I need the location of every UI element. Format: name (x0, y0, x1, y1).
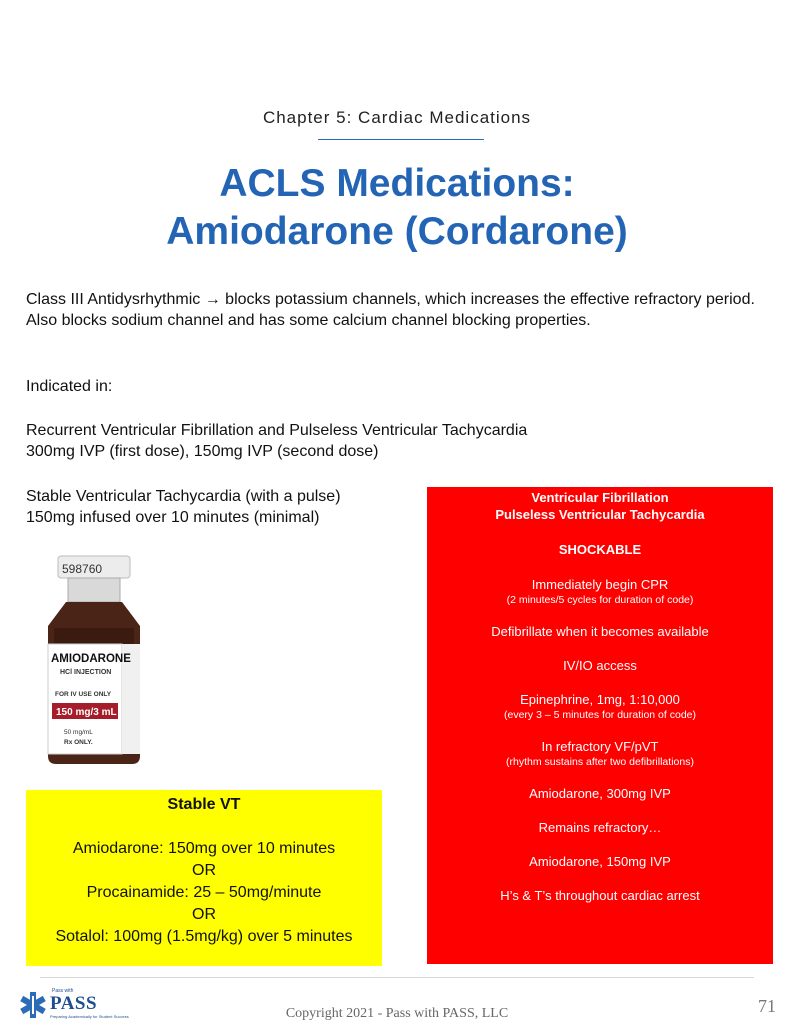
vf-step-7: Remains refractory… (538, 820, 662, 835)
vf-shockable: SHOCKABLE (558, 542, 642, 557)
indication-1-title: Recurrent Ventricular Fibrillation and Pulseless Ventricular Tachycardia (26, 422, 528, 439)
vf-step-3: IV/IO access (563, 658, 637, 673)
amiodarone-vial-image (30, 548, 150, 768)
vf-step-2: Defibrillate when it becomes available (491, 624, 709, 639)
vf-step-1: Immediately begin CPR (531, 577, 669, 592)
page-number: 71 (758, 996, 776, 1016)
vf-step-1-note: (2 minutes/5 cycles for duration of code) (506, 594, 694, 606)
vial-brand: AMIODARONE (51, 653, 131, 665)
vf-title-1: Ventricular Fibrillation (531, 490, 669, 505)
indication-2-dose: 150mg infused over 10 minutes (minimal) (26, 509, 320, 526)
title-line-1: ACLS Medications: (219, 162, 575, 205)
indication-1-dose: 300mg IVP (first dose), 150mg IVP (second dose) (26, 443, 379, 460)
logo-main-text: PASS (50, 993, 98, 1014)
stable-vt-line-3: Sotalol: 100mg (1.5mg/kg) over 5 minutes (55, 928, 353, 945)
stable-vt-or-1: OR (192, 862, 216, 879)
vf-step-5-note: (rhythm sustains after two defibrillations) (506, 756, 694, 768)
vf-title-2: Pulseless Ventricular Tachycardia (495, 507, 705, 522)
vial-use: FOR IV USE ONLY (55, 691, 112, 698)
chapter-underline (318, 139, 484, 140)
vial-concentration: 50 mg/mL (64, 729, 93, 736)
stable-vt-or-2: OR (192, 906, 216, 923)
stable-vt-box (26, 790, 382, 966)
logo-tagline: Preparing Academically for Student Success (50, 1014, 129, 1019)
indication-2-title: Stable Ventricular Tachycardia (with a pulse) (26, 488, 341, 505)
vf-step-6: Amiodarone, 300mg IVP (529, 786, 671, 801)
footer-divider (40, 977, 754, 978)
vf-step-8: Amiodarone, 150mg IVP (529, 854, 671, 869)
copyright-notice: Copyright 2021 - Pass with PASS, LLC (285, 1006, 509, 1021)
vial-cap-number: 598760 (62, 562, 103, 576)
stable-vt-line-1: Amiodarone: 150mg over 10 minutes (72, 840, 336, 857)
title-line-2: Amiodarone (Cordarone) (166, 210, 628, 253)
stable-vt-heading: Stable VT (167, 796, 241, 813)
page-title (0, 160, 794, 256)
vf-step-4: Epinephrine, 1mg, 1:10,000 (520, 692, 680, 707)
drug-description: Class III Antidysrhythmic → blocks potassium channels, which increases the effective refractory period. Also blocks sodium channel and has some calcium channel blocking properties. (26, 291, 755, 329)
vial-subtitle: HCl INJECTION (60, 669, 112, 676)
vf-pvt-box (427, 487, 773, 964)
vf-step-4-note: (every 3 – 5 minutes for duration of code) (503, 709, 696, 721)
indicated-label: Indicated in: (26, 378, 113, 395)
chapter-heading: Chapter 5: Cardiac Medications (262, 108, 532, 127)
vial-rx: Rx ONLY. (64, 739, 93, 746)
vial-strength: 150 mg/3 mL (56, 707, 117, 718)
vf-step-9: H’s & T’s throughout cardiac arrest (500, 888, 700, 903)
stable-vt-line-2: Procainamide: 25 – 50mg/minute (86, 884, 322, 901)
logo-small-text: Pass with (52, 988, 74, 994)
vf-step-5: In refractory VF/pVT (541, 739, 659, 754)
